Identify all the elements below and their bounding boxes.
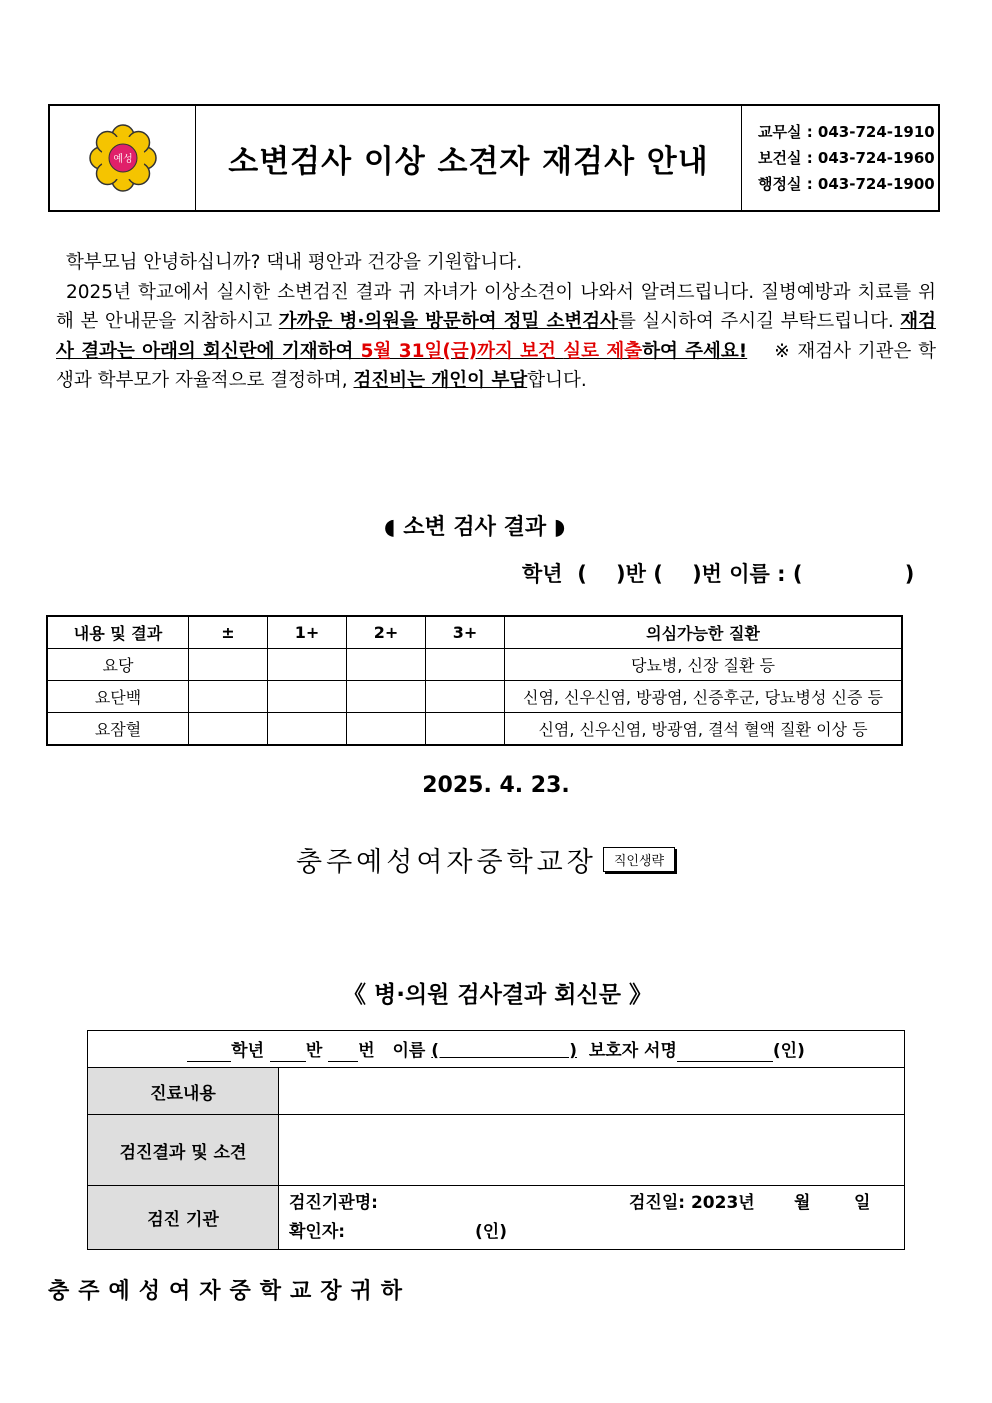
result-cell[interactable] <box>189 649 268 681</box>
label-institution: 검진 기관 <box>88 1186 279 1250</box>
result-cell[interactable] <box>268 713 347 746</box>
intro-text-k: 합니다. <box>527 370 587 391</box>
principal-signature <box>296 840 675 879</box>
row-item: 요잠혈 <box>47 713 189 746</box>
result-cell[interactable] <box>347 713 426 746</box>
reply-section-title: 《 병·의원 검사결과 회신문 》 <box>343 982 652 1008</box>
guardian-seal-mark: (인) <box>772 1041 805 1061</box>
result-cell[interactable] <box>426 649 505 681</box>
table-row <box>47 681 902 713</box>
intro-text-c: 를 실시하여 주시길 부탁드립니다. <box>618 311 901 332</box>
col-header-disease: 의심가능한 질환 <box>505 616 903 649</box>
result-cell[interactable] <box>268 681 347 713</box>
label-findings: 검진결과 및 소견 <box>88 1115 279 1186</box>
contact-office: 교무실 : 043-724-1910 <box>758 123 935 141</box>
intro-emphasis-cost: 검진비는 개인이 부담 <box>353 370 528 391</box>
col-header-trace: ± <box>189 616 268 649</box>
label-treatment: 진료내용 <box>88 1068 279 1115</box>
principal-name: 충주예성여자중학교장 <box>296 847 597 878</box>
col-header-3plus: 3+ <box>426 616 505 649</box>
intro-text-d: 재검사 결과는 아래의 회신란에 기재하여 <box>56 311 936 362</box>
exam-date-label: 검진일: 2023년 <box>629 1192 755 1213</box>
institution-field[interactable] <box>279 1186 905 1250</box>
deadline-date: 5월 31일(금) <box>360 340 478 362</box>
header-box <box>48 104 940 212</box>
result-section-title: ◖ 소변 검사 결과 ◗ <box>384 515 566 540</box>
guardian-sign-label: 보호자 서명 <box>588 1041 677 1061</box>
confirmer-seal-mark: (인) <box>475 1221 507 1242</box>
col-header-1plus: 1+ <box>268 616 347 649</box>
result-cell[interactable] <box>189 713 268 746</box>
intro-emphasis-visit: 가까운 병·의원을 방문하여 정밀 소변검사 <box>278 311 618 332</box>
institution-line-1 <box>289 1189 894 1218</box>
intro-text-h: 하여 주세요! <box>642 340 748 362</box>
intro-text-a: 2025년 학교에서 실시한 소변검진 결과 귀 자녀가 이상소견이 나와서 알려드립니다. 질병예방과 치료를 위해 본 안내문을 지참하시고 <box>56 281 936 332</box>
col-header-item: 내용 및 결과 <box>47 616 189 649</box>
day-label: 일 <box>854 1192 871 1213</box>
name-label: 이름 <box>392 1041 426 1061</box>
reply-row-treatment <box>88 1068 905 1115</box>
grade-label: 학년 <box>231 1041 264 1061</box>
number-blank[interactable] <box>328 1041 358 1062</box>
row-disease: 당뇨병, 신장 질환 등 <box>505 649 903 681</box>
institution-name-label: 검진기관명: <box>289 1192 378 1213</box>
class-label: 반 <box>305 1041 323 1061</box>
intro-text <box>56 248 936 396</box>
intro-paragraph <box>56 278 936 396</box>
row-item: 요단백 <box>47 681 189 713</box>
result-cell[interactable] <box>347 649 426 681</box>
contact-health-room: 보건실 : 043-724-1960 <box>758 149 935 167</box>
reply-row-institution <box>88 1186 905 1250</box>
table-row <box>47 649 902 681</box>
document-date: 2025. 4. 23. <box>422 773 570 798</box>
result-cell[interactable] <box>347 681 426 713</box>
result-cell[interactable] <box>268 649 347 681</box>
intro-text-g: 실로 제출 <box>563 340 643 362</box>
result-cell[interactable] <box>426 713 505 746</box>
confirmer-label: 확인자: <box>289 1221 346 1242</box>
intro-text-i: ※ 재검사 기관은 학생과 학부모가 자율적으로 결정하며, <box>56 340 936 391</box>
month-label: 월 <box>794 1192 811 1213</box>
number-label: 번 <box>358 1041 375 1061</box>
student-info-line: 학년 ( )반 ( )번 이름 : ( ) <box>522 562 915 586</box>
greeting: 학부모님 안녕하십니까? 댁내 평안과 건강을 기원합니다. <box>66 252 523 273</box>
school-logo <box>50 106 196 210</box>
table-row <box>47 713 902 746</box>
row-disease: 신염, 신우신염, 방광염, 결석 혈액 질환 이상 등 <box>505 713 903 746</box>
institution-line-2 <box>289 1218 894 1247</box>
row-disease: 신염, 신우신염, 방광염, 신증후군, 당뇨병성 신증 등 <box>505 681 903 713</box>
result-cell[interactable] <box>189 681 268 713</box>
intro-text-f: 까지 보건 <box>477 340 556 362</box>
reply-student-line <box>88 1031 905 1068</box>
name-blank[interactable]: ( ) <box>431 1041 578 1061</box>
findings-field[interactable] <box>279 1115 905 1186</box>
table-header-row <box>47 616 902 649</box>
urinalysis-result-table <box>46 615 903 746</box>
contact-list <box>742 106 938 210</box>
row-item: 요당 <box>47 649 189 681</box>
contact-admin-office: 행정실 : 043-724-1900 <box>758 175 935 193</box>
school-emblem-icon <box>87 122 159 194</box>
treatment-field[interactable] <box>279 1068 905 1115</box>
col-header-2plus: 2+ <box>347 616 426 649</box>
footer-addressee: 충주예성여자중학교장귀하 <box>48 1279 412 1304</box>
class-blank[interactable] <box>270 1041 306 1062</box>
reply-student-row <box>88 1031 905 1068</box>
grade-blank[interactable] <box>187 1041 231 1062</box>
logo-text: 예성 <box>112 154 133 165</box>
reply-form-table <box>87 1030 905 1250</box>
reply-row-findings <box>88 1115 905 1186</box>
guardian-sign-blank[interactable] <box>677 1041 773 1062</box>
result-cell[interactable] <box>426 681 505 713</box>
seal-omitted-box: 직인생략 <box>603 847 675 872</box>
document-title: 소변검사 이상 소견자 재검사 안내 <box>196 106 742 210</box>
